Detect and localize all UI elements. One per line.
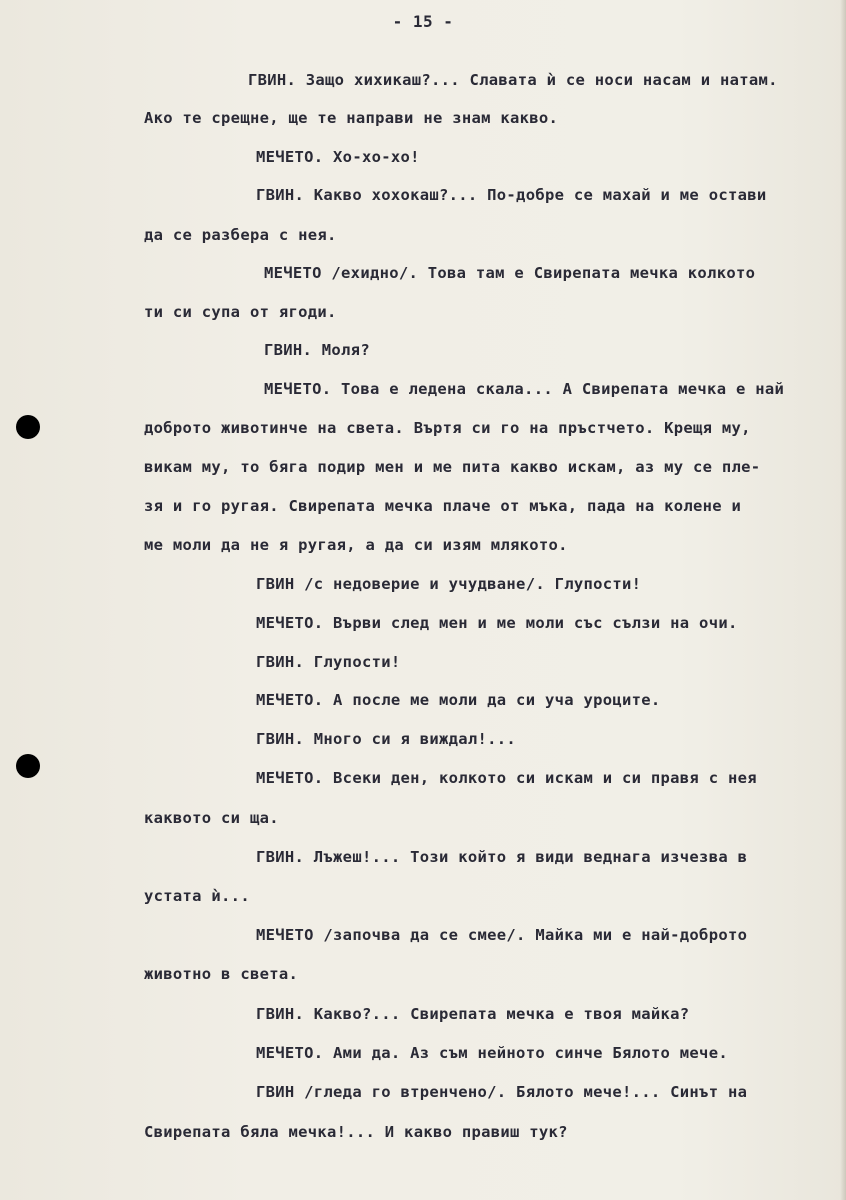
text-line: МЕЧЕТО /ехидно/. Това там е Свирепата мечка колкото [264, 264, 756, 282]
text-line: ГВИН. Какво?... Свирепата мечка е твоя майка? [256, 1005, 690, 1023]
text-line: ме моли да не я ругая, а да си изям млякото. [144, 536, 568, 554]
text-line: да се разбера с нея. [144, 226, 337, 244]
page-number: - 15 - [392, 12, 454, 31]
text-line: ГВИН /гледа го втренчено/. Бялото мече!... Синът на [256, 1083, 748, 1101]
text-line: МЕЧЕТО /започва да се смее/. Майка ми е най-доброто [256, 926, 748, 944]
text-line: ГВИН. Моля? [264, 341, 370, 359]
text-line: каквото си ща. [144, 809, 279, 827]
text-line: МЕЧЕТО. Това е ледена скала... А Свирепата мечка е най [264, 380, 785, 398]
text-line: ГВИН /с недоверие и учудване/. Глупости! [256, 575, 642, 593]
text-line: МЕЧЕТО. Ами да. Аз съм нейното синче Бялото мече. [256, 1044, 728, 1062]
text-line: МЕЧЕТО. Хо-хо-хо! [256, 148, 420, 166]
text-line: ГВИН. Глупости! [256, 653, 401, 671]
text-line: ГВИН. Защо хихикаш?... Славата ѝ се носи насам и натам. [248, 71, 778, 89]
text-line: Ако те срещне, ще те направи не знам какво. [144, 109, 559, 127]
page-edge-shadow [840, 0, 846, 1200]
text-line: животно в света. [144, 965, 299, 983]
text-line: ГВИН. Много си я виждал!... [256, 730, 517, 748]
text-line: устата ѝ... [144, 887, 250, 905]
text-line: зя и го ругая. Свирепата мечка плаче от мъка, пада на колене и [144, 497, 742, 515]
text-line: МЕЧЕТО. Всеки ден, колкото си искам и си правя с нея [256, 769, 757, 787]
punch-hole [16, 415, 40, 439]
text-line: МЕЧЕТО. Върви след мен и ме моли със сълзи на очи. [256, 614, 738, 632]
text-line: МЕЧЕТО. А после ме моли да си уча уроците. [256, 691, 661, 709]
text-line: ГВИН. Какво хохокаш?... По-добре се махай и ме остави [256, 186, 767, 204]
text-line: доброто животинче на света. Въртя си го на пръстчето. Крещя му, [144, 419, 751, 437]
text-line: викам му, то бяга подир мен и ме пита какво искам, аз му се пле- [144, 458, 761, 476]
text-line: Свирепата бяла мечка!... И какво правиш тук? [144, 1123, 568, 1141]
punch-hole [16, 754, 40, 778]
text-line: ГВИН. Лъжеш!... Този който я види веднага изчезва в [256, 848, 748, 866]
text-line: ти си супа от ягоди. [144, 303, 337, 321]
